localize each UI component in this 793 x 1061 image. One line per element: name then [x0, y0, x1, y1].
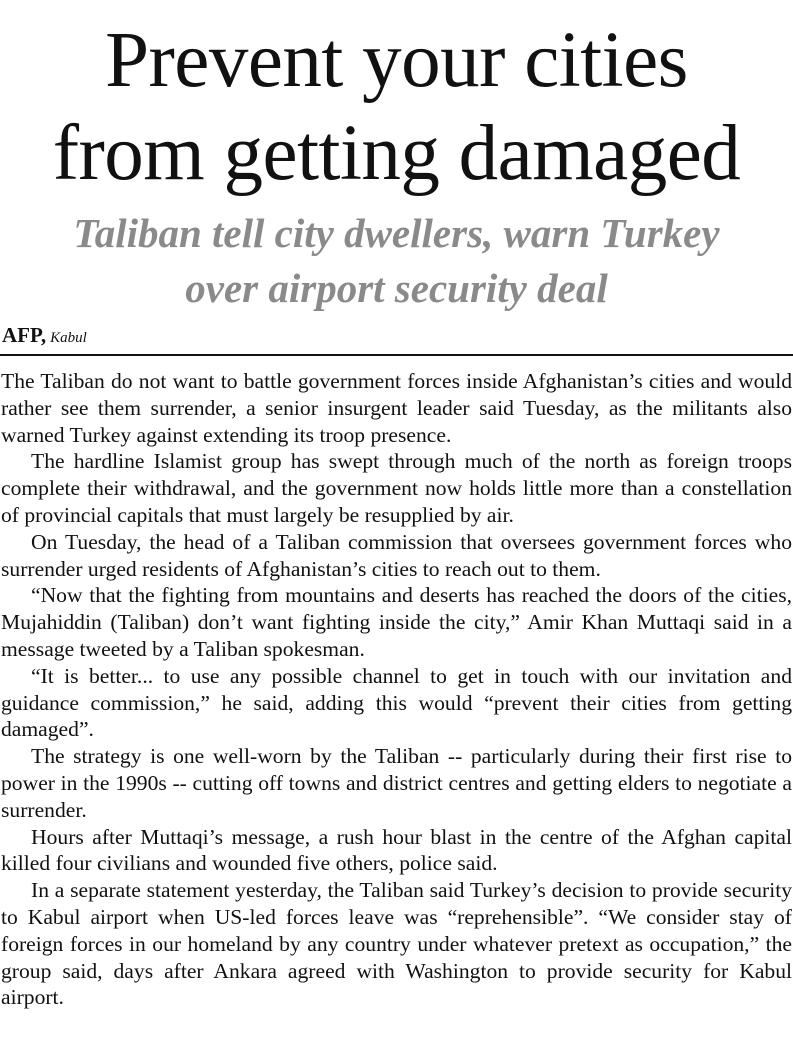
body-paragraph: Hours after Muttaqi’s message, a rush hour blast in the centre of the Afghan capital killed four civilians and wounded five others, police said. [1, 824, 792, 876]
subhead-line-2: over airport security deal [185, 265, 608, 311]
body-paragraph: In a separate statement yesterday, the Taliban said Turkey’s decision to provide security to Kabul airport when US-led forces leave was “reprehensible”. “We consider stay of foreign forces in our homeland by any country under whatever pretext as occupation,” the group said, days after Ankara agreed with Washington to provide security for Kabul airport. [1, 878, 792, 1010]
subheadline [0, 206, 793, 316]
article-body [0, 368, 793, 1011]
body-paragraph: On Tuesday, the head of a Taliban commission that oversees government forces who surrender urged residents of Afghanistan’s cities to reach out to them. [1, 529, 792, 581]
byline [2, 320, 793, 350]
body-paragraph: The Taliban do not want to battle government forces inside Afghanistan’s cities and would rather see them surrender, a senior insurgent leader said Tuesday, as the militants also warned Turkey against extending its troop presence. [1, 369, 792, 447]
subhead-line-1: Taliban tell city dwellers, warn Turkey [73, 210, 720, 256]
byline-agency: AFP [2, 323, 41, 347]
body-paragraph: “Now that the fighting from mountains and deserts has reached the doors of the cities, Mujahiddin (Taliban) don’t want fighting inside the city,” Amir Khan Muttaqi said in a message tweeted by a Taliban spokesman. [1, 583, 792, 661]
headline-line-1: Prevent your cities [105, 17, 688, 104]
byline-divider [0, 354, 793, 356]
byline-dateline: Kabul [50, 330, 87, 346]
body-paragraph: “It is better... to use any possible channel to get in touch with our invitation and guidance commission,” he said, adding this would “prevent their cities from getting damaged”. [1, 663, 792, 742]
headline [0, 0, 793, 200]
body-paragraph: The hardline Islamist group has swept through much of the north as foreign troops complete their withdrawal, and the government now holds little more than a constellation of provincial capitals that must largely be resupplied by air. [1, 449, 792, 527]
body-paragraph: The strategy is one well-worn by the Taliban -- particularly during their first rise to power in the 1990s -- cutting off towns and district centres and getting elders to negotiate a surrender. [1, 744, 792, 822]
headline-line-2: from getting damaged [52, 110, 741, 197]
byline-separator: , [40, 323, 47, 347]
